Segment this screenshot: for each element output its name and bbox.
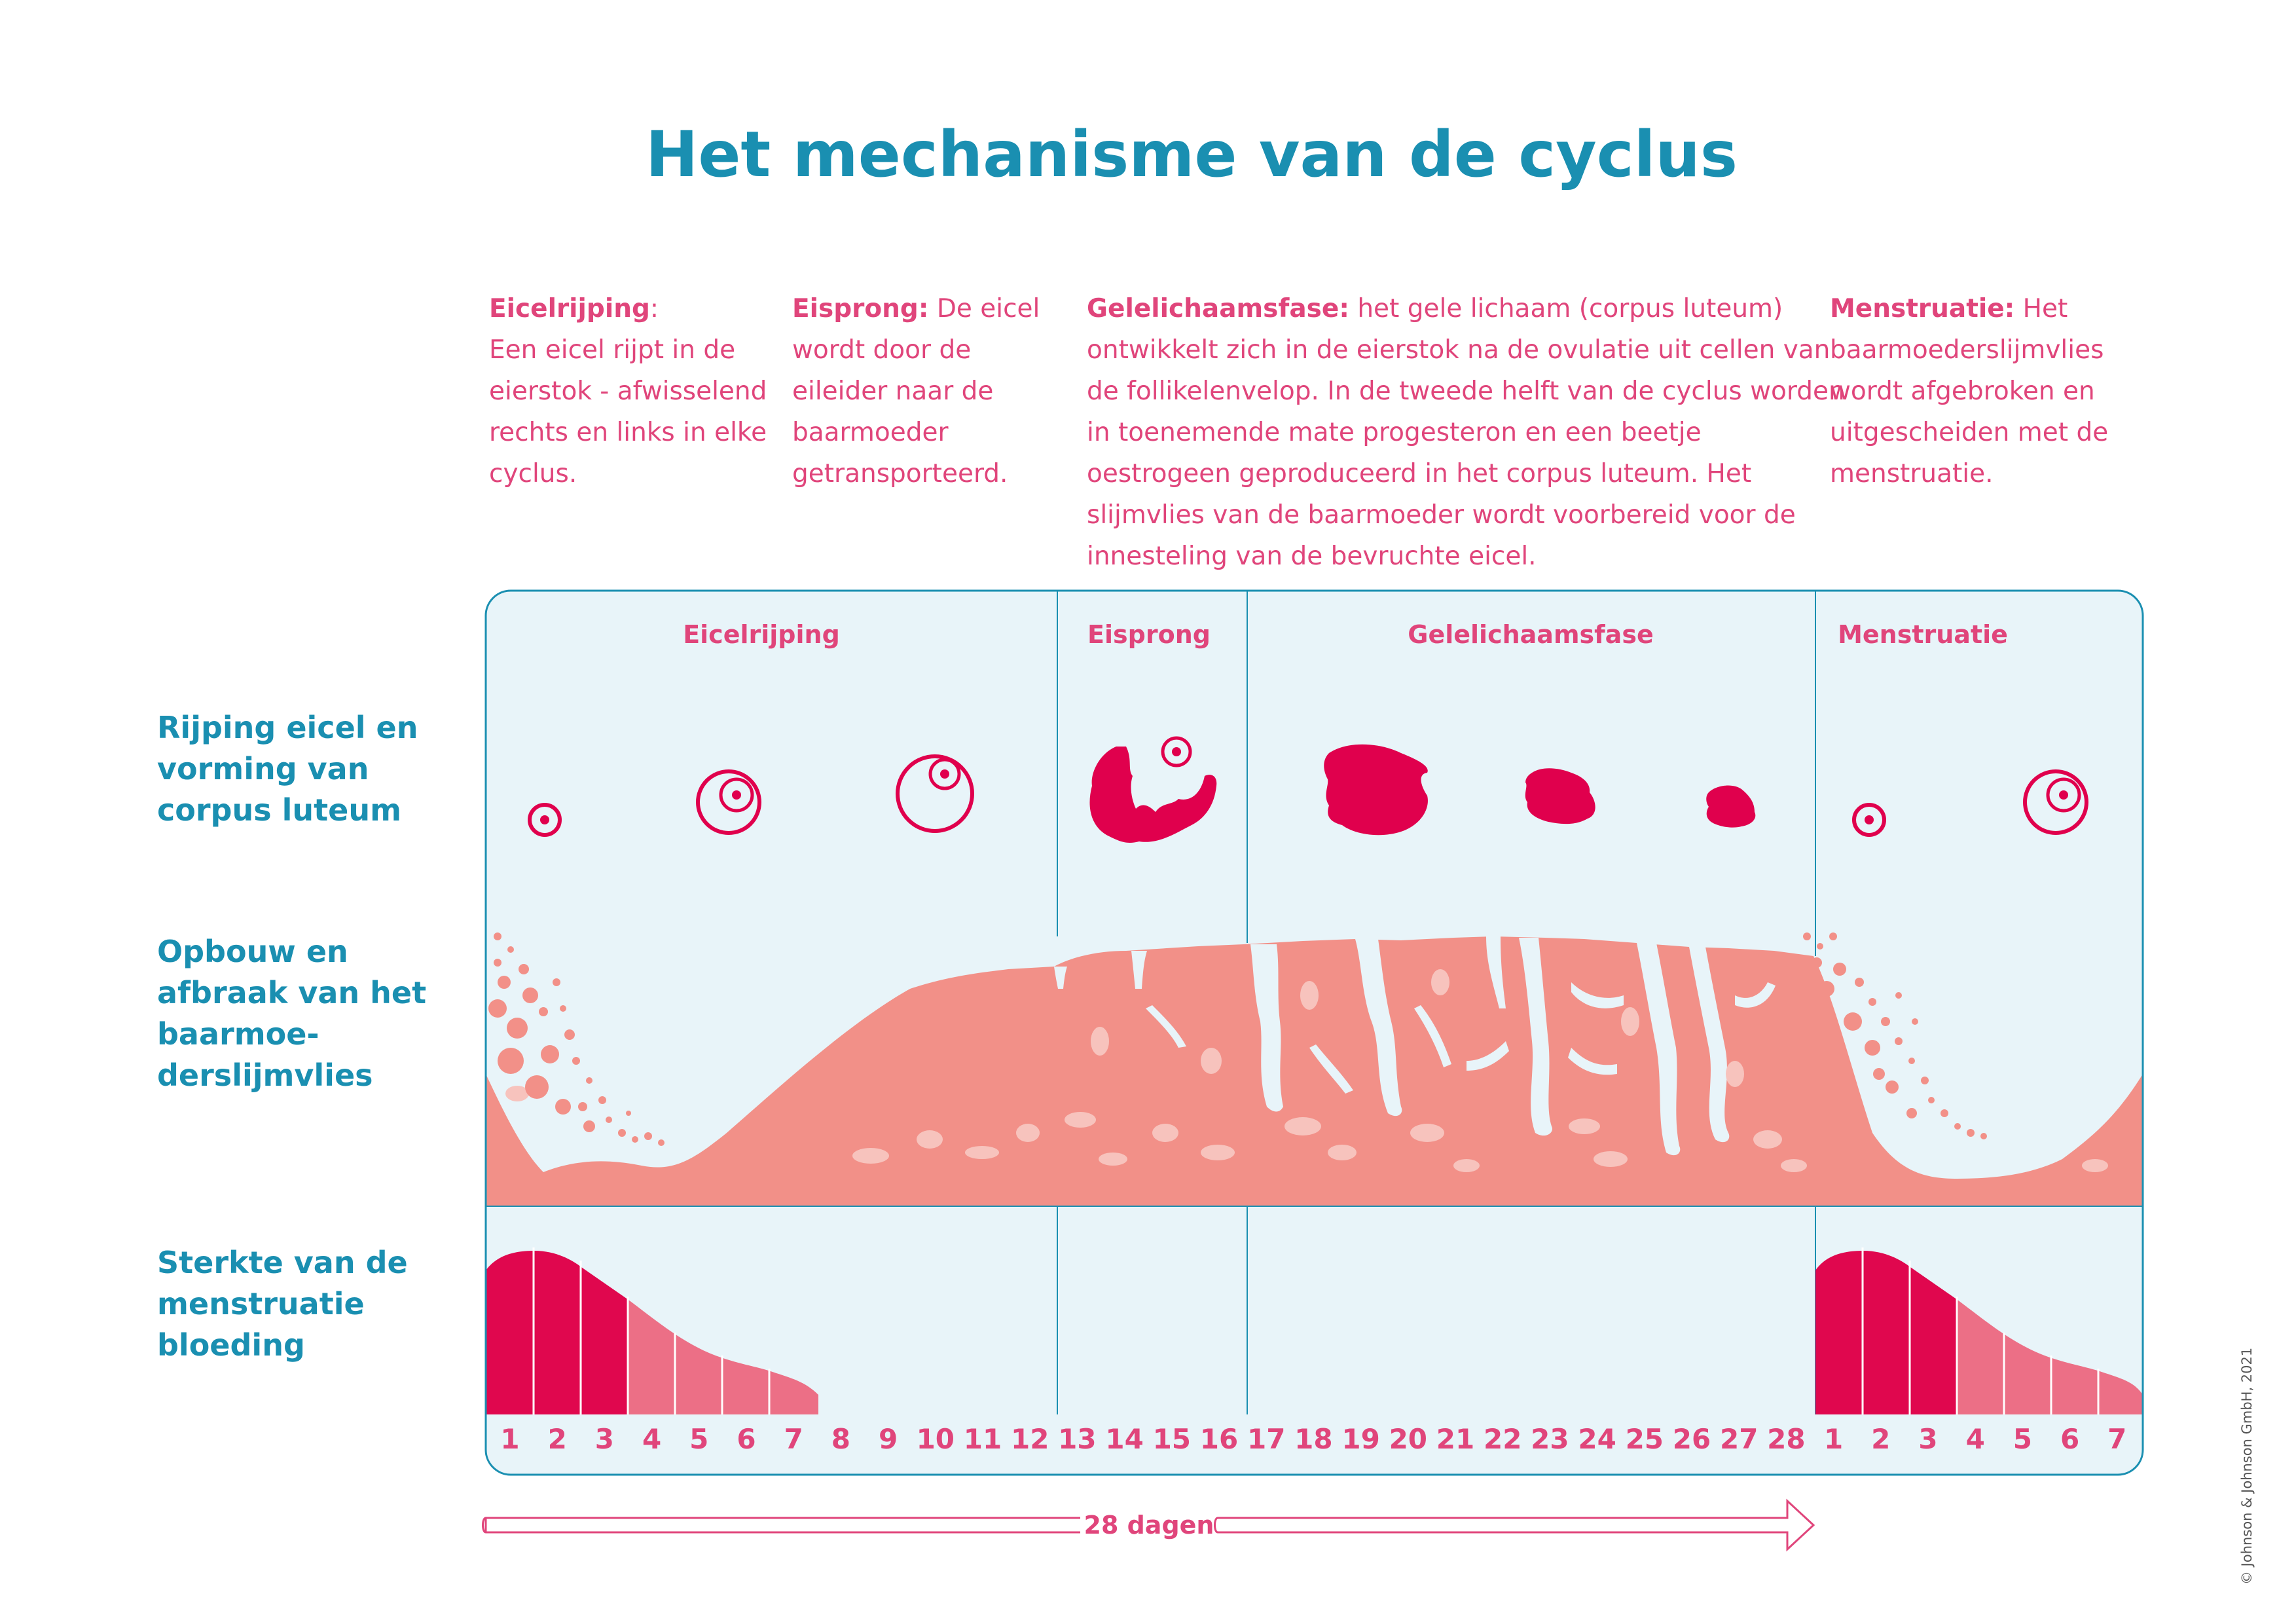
day-label: 8 [831,1423,851,1455]
day-label: 6 [2060,1423,2080,1455]
day-label: 19 [1341,1423,1380,1455]
copyright: © Johnson & Johnson GmbH, 2021 [2239,1347,2255,1585]
day-label: 3 [594,1423,615,1455]
row-label-bleeding: Sterkte van de menstruatie bloeding [157,1245,408,1363]
page-title: Het mechanisme van de cyclus [645,118,1738,191]
day-label: 22 [1483,1423,1522,1455]
description-text: het gele lichaam (corpus luteum) ontwikkelt zich in de eierstok na de ovulatie uit cellen van de follikelenvelop. In de tweede helft van de cyclus worden in toenemende mate progesteron en een beetje oestrogeen geproduceerd in het corpus luteum. Het slijmvlies van de baarmoeder wordt voorbereid voor de innesteling van de bevruchte eicel. [1087,294,1845,571]
day-label: 2 [547,1423,567,1455]
day-label: 5 [2013,1423,2033,1455]
day-label: 25 [1625,1423,1664,1455]
description-heading: Menstruatie: [1830,294,2015,323]
day-label: 13 [1058,1423,1097,1455]
description-eicelrijping: Eicelrijping: Een eicel rijpt in de eierstok - afwisselend rechts en links in elke cyclus. [489,294,767,489]
day-label: 2 [1871,1423,1891,1455]
day-label: 1 [1823,1423,1844,1455]
description-text: De eicel wordt door de eileider naar de baarmoeder getransporteerd. [792,294,1040,489]
day-label: 16 [1199,1423,1239,1455]
day-label: 1 [500,1423,520,1455]
duration-arrow [483,1501,1814,1549]
day-label: 4 [1965,1423,1985,1455]
phase-label-eicelrijping: Eicelrijping [683,620,840,649]
day-label: 7 [784,1423,803,1455]
description-text: Een eicel rijpt in de eierstok - afwisselend rechts en links in elke cyclus. [489,335,767,489]
day-label: 6 [737,1423,756,1455]
day-label: 12 [1010,1423,1049,1455]
day-axis [500,1423,2126,1455]
day-label: 18 [1294,1423,1333,1455]
row-label-ovary: Rijping eicel en vorming van corpus luteum [157,710,418,828]
day-label: 26 [1672,1423,1711,1455]
row-label-endometrium: Opbouw en afbraak van het baarmoe-derslijmvlies [157,934,427,1093]
description-heading: Gelelichaamsfase: [1087,294,1349,323]
phase-label-gelelichaamsfase: Gelelichaamsfase [1408,620,1654,649]
description-heading: Eisprong: [792,294,929,323]
duration-label: 28 dagen [1084,1511,1214,1540]
day-label: 23 [1531,1423,1569,1455]
day-label: 24 [1578,1423,1616,1455]
day-label: 27 [1719,1423,1758,1455]
day-label: 4 [642,1423,662,1455]
day-label: 15 [1152,1423,1192,1455]
day-label: 28 [1767,1423,1806,1455]
day-label: 17 [1247,1423,1286,1455]
phase-label-menstruatie: Menstruatie [1838,620,2008,649]
corpus-luteum-large-icon [1324,745,1428,835]
description-heading: Eicelrijping [489,294,650,323]
day-label: 11 [963,1423,1002,1455]
day-label: 20 [1389,1423,1428,1455]
day-label: 21 [1436,1423,1475,1455]
phase-label-eisprong: Eisprong [1087,620,1211,649]
description-text: Het baarmoederslijmvlies wordt afgebroken en uitgescheiden met de menstruatie. [1830,294,2109,489]
day-label: 10 [916,1423,955,1455]
day-label: 5 [689,1423,709,1455]
day-label: 3 [1918,1423,1938,1455]
day-label: 7 [2107,1423,2127,1455]
day-label: 14 [1105,1423,1144,1455]
day-label: 9 [878,1423,898,1455]
